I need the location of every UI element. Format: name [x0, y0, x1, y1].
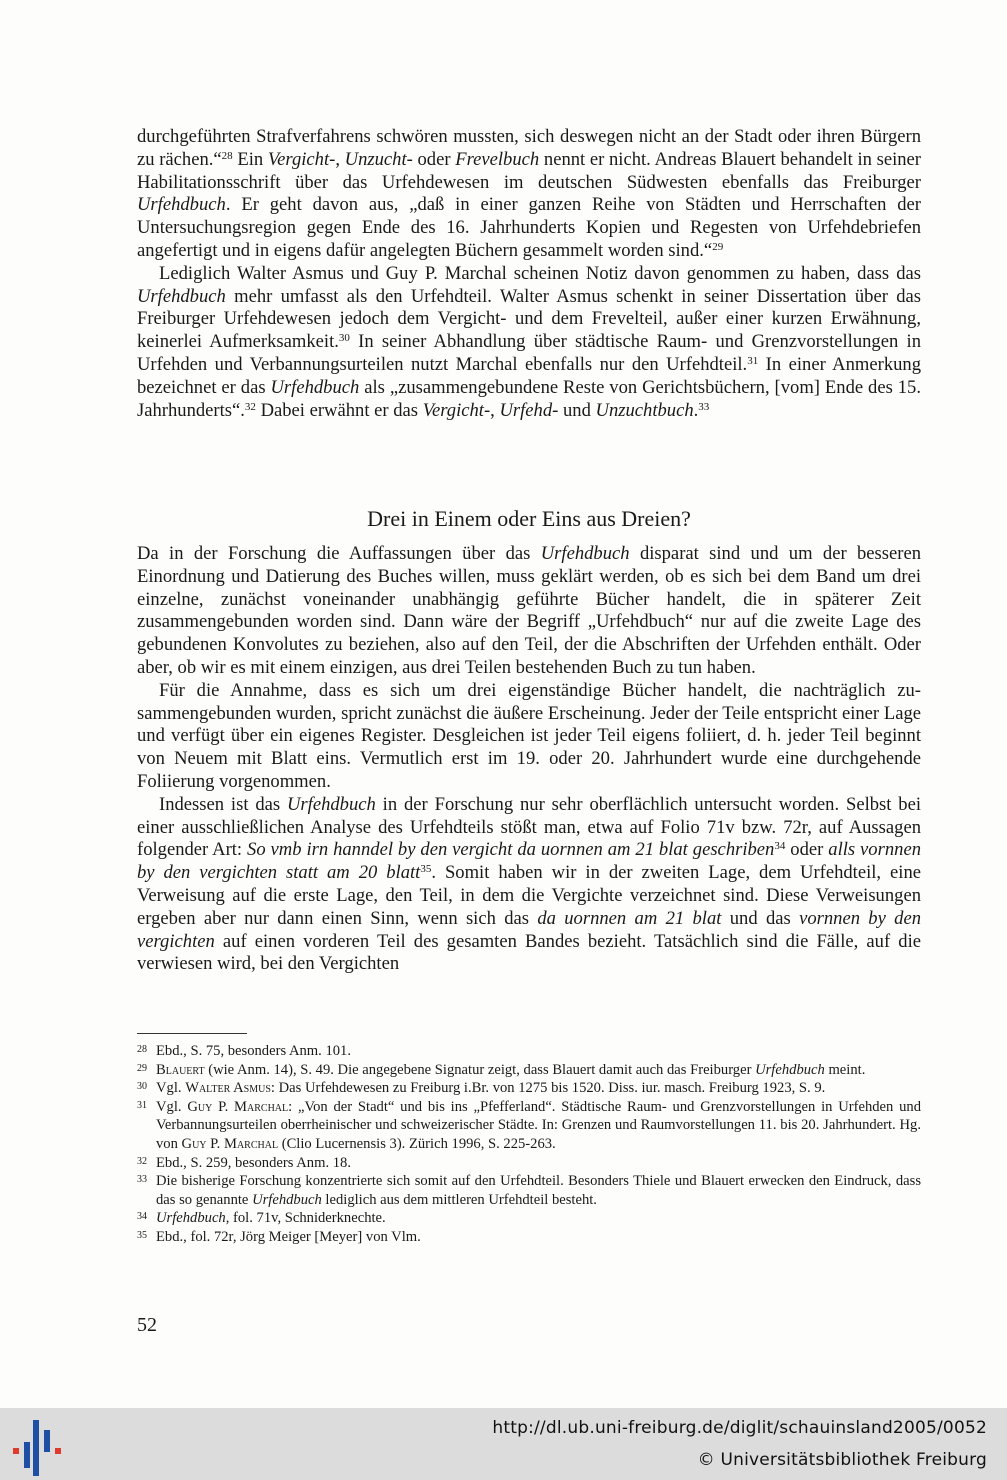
footnote [137, 1079, 921, 1098]
ub-freiburg-logo-icon [11, 1412, 65, 1476]
body-text-bottom [137, 543, 921, 976]
footnote [137, 1228, 921, 1247]
footnote-number: 35 [137, 1229, 147, 1241]
paragraph: durchgeführten Strafverfahrens schwören mussten, sich deswegen nicht an der Stadt oder ihren Bürgern zu rächen.“$^{28}$ Ein Vergicht-, Unzucht- oder Frevelbuch nennt er nicht. Andreas Blauert behandelt in seiner Habilitationsschrift über das Urfehdewesen im deutschen Südwesten ebenfalls das Freiburger Urfehdbuch. Er geht davon aus, „daß in einer ganzen Reihe von Städten und Herrschaften der Untersuchungsregion gegen Ende des 16. Jahrhunderts Kopien und Regesten von Urfehdebriefen angefertigt und in eigens dafür angelegten Büchern gesammelt worden sind.“$^{29}$ [137, 126, 922, 261]
footnote-number: 34 [137, 1211, 147, 1223]
section-heading: Drei in Einem oder Eins aus Dreien? [367, 506, 691, 531]
footnote-text: Vgl. Guy P. Marchal: „Von der Stadt“ und bis ins „Pfefferland“. Städtische Raum- und Grenzvorstellungen in Urfehden und Verbannungsurteilen oberrheinischer und schweizerischer Städte. In: Grenzen und Raumvorstellungen 11. bis 20. Jahrhundert. Hg. von Guy P. Marchal (Clio Lucernensis 3). Zürich 1996, S. 225-263. [156, 1098, 921, 1152]
footnote-text: Urfehdbuch, fol. 71v, Schniderknechte. [156, 1210, 386, 1227]
footnote-number: 33 [137, 1174, 147, 1186]
footnote [137, 1172, 921, 1209]
page-number: 52 [137, 1314, 157, 1336]
footnote-text: Die bisherige Forschung konzentrierte sich somit auf den Urfehdteil. Besonders Thiele und Blauert erwecken den Eindruck, dass das so genannte Urfehdbuch lediglich aus dem mittleren Urfehdteil besteht. [156, 1173, 921, 1208]
footnote-number: 32 [137, 1155, 147, 1167]
footnote-number: 30 [137, 1081, 147, 1093]
source-url-link[interactable]: http://dl.ub.uni-freiburg.de/diglit/schauinsland2005/0052 [492, 1418, 987, 1438]
footnote-number: 28 [137, 1044, 147, 1055]
footnote [137, 1098, 921, 1154]
footnote [137, 1209, 921, 1228]
footer-bar [0, 1408, 1007, 1480]
footnote [137, 1061, 921, 1080]
footnote [137, 1154, 921, 1173]
footnote-divider [137, 1033, 247, 1034]
body-text-top [137, 126, 921, 422]
copyright-notice: © Universitätsbibliothek Freiburg [697, 1450, 987, 1470]
footnote-number: 29 [137, 1062, 147, 1074]
footnote-text: Ebd., S. 259, besonders Anm. 18. [156, 1154, 351, 1171]
footnote-text: Ebd., S. 75, besonders Anm. 101. [156, 1043, 351, 1059]
paragraph: Lediglich Walter Asmus und Guy P. Marchal scheinen Notiz davon genommen zu haben, dass das Urfehdbuch mehr umfasst als den Urfehdteil. Walter Asmus schenkt in seiner Dissertation über das Freiburger Urfehdewesen jedoch dem Vergicht- und dem Frevelteil, außer einer kurzen Erwähnung, keinerlei Aufmerksamkeit.$^{30}$ In seiner Abhandlung über städtische Raum- und Grenzvorstellungen in Urfehden und Verbannungsurteilen nutzt Marchal ebenfalls nur den Urfehdteil.$^{31}$ In einer Anmerkung bezeichnet er das Urfehdbuch als „zusammengebundene Reste von Gerichtsbüchern, [vom] Ende des 15. Jahrhunderts“.$^{32}$ Dabei erwähnt er das Vergicht-, Urfehd- und Unzuchtbuch.$^{33}$ [137, 262, 922, 421]
paragraph: Für die Annahme, dass es sich um drei eigenständige Bücher handelt, die nachträglich zusammengebunden wurden, spricht zunächst die äußere Erscheinung. Jeder der Teile entspricht einer Lage und verfügt über ein eigenes Register. Desgleichen ist jeder Teil eigens foliiert, d. h. jeder Teil beginnt von Neuem mit Blatt eins. Vermutlich erst im 19. oder 20. Jahrhundert wurde eine durchgehende Foliierung vorgenommen. [137, 679, 921, 792]
footnote-number: 31 [137, 1099, 147, 1111]
paragraph: Da in der Forschung die Auffassungen über das Urfehdbuch disparat sind und um der besseren Einordnung und Datierung des Buches willen, muss geklärt werden, ob es sich bei dem Band um drei einzelne, zunächst voneinander unabhängig geführte Bücher handelt, die in späterer Zeit zusammengebunden worden sind. Dann wäre der Begriff „Urfehdbuch“ nur auf die zweite Lage des gebundenen Konvolutes zu beziehen, also auf den Teil, der die Abschriften der Urfehden enthält. Oder aber, ob wir es mit einem einzigen, aus drei Teilen bestehenden Buch zu tun haben. [137, 543, 922, 678]
footnote-text: Blauert (wie Anm. 14), S. 49. Die angegebene Signatur zeigt, dass Blauert damit auch das Freiburger Urfehdbuch meint. [156, 1061, 866, 1078]
footnotes [137, 1042, 921, 1247]
footnote [137, 1042, 921, 1061]
footnote-text: Vgl. Walter Asmus: Das Urfehdewesen zu Freiburg i.Br. von 1275 bis 1520. Diss. iur. masch. Freiburg 1923, S. 9. [156, 1080, 826, 1097]
paragraph: Indessen ist das Urfehdbuch in der Forschung nur sehr oberflächlich untersucht worden. Selbst bei einer ausschließlichen Analyse des Urfehdteils stößt man, etwa auf Folio 71v bzw. 72r, auf Aussagen folgender Art: So vmb irn hanndel by den vergicht da uornnen am 21 blat geschriben$^{34}$ oder alls vornnen by den vergichten statt am 20 blatt$^{35}$. Somit haben wir in der zweiten Lage, dem Urfehdteil, eine Verweisung auf die erste Lage, den Teil, in dem die Vergichte verzeichnet sind. Diese Verweisungen ergeben aber nur dann einen Sinn, wenn sich das da uornnen am 21 blat und das vornnen by den vergichten auf einen vorderen Teil des gesamten Bandes bezieht. Tatsächlich sind die Fälle, auf die verwiesen wird, bei den Vergichten [137, 793, 922, 975]
footnote-text: Ebd., fol. 72r, Jörg Meiger [Meyer] von Vlm. [156, 1228, 421, 1245]
